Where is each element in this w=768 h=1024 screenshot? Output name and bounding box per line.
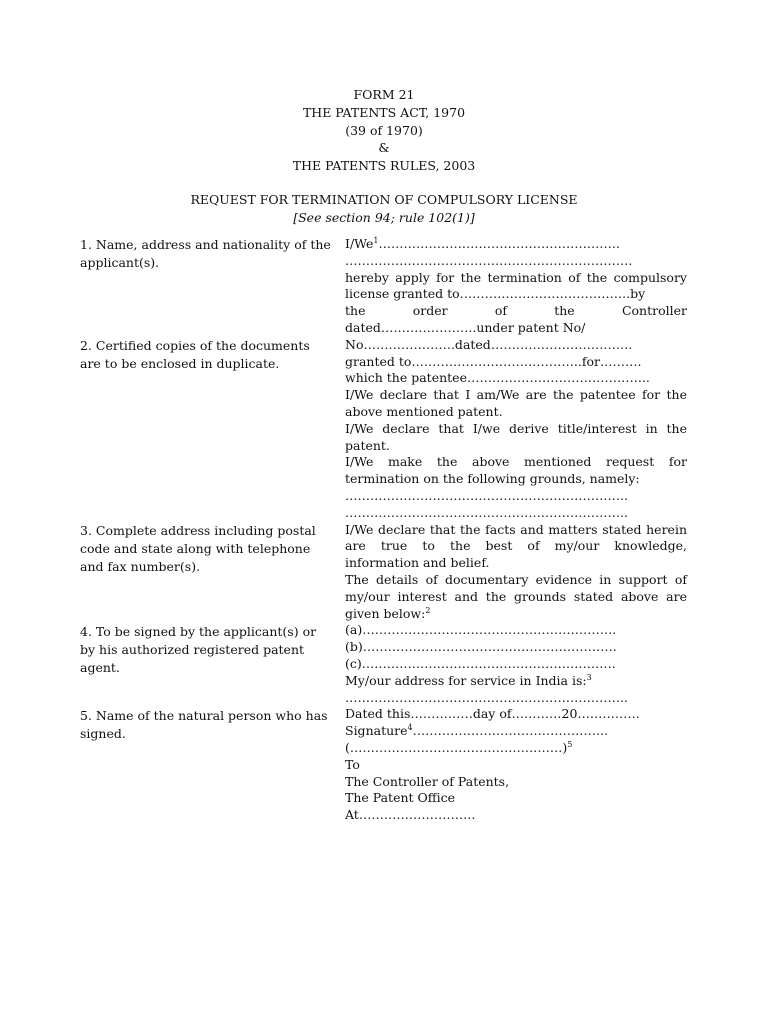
declare-facts: I/We declare that the facts and matters stated herein are true to the best of my/our knowledge, information and belief.	[345, 521, 687, 571]
instruction-4: 4. To be signed by the applicant(s) or by his authorized registered patent agent.	[80, 624, 317, 675]
footnote-4: 4	[407, 723, 413, 733]
applicant-dots: ……………………………………………………………	[345, 252, 633, 268]
evidence-c: (c)…………………………………………………….	[345, 655, 616, 671]
grounds-dots-2: …………………………………………………………..	[345, 504, 628, 520]
signature-line: Signature$^4$………………………………………..	[345, 723, 609, 739]
footnote-3: 3	[586, 672, 592, 682]
make-request: I/We make the above mentioned request for termination on the following grounds, namely:	[345, 454, 687, 487]
instruction-3: 3. Complete address including postal code and state along with telephone and fax number(s).	[80, 523, 316, 574]
form-subtitle: [See section 94; rule 102(1)]	[293, 209, 475, 225]
number-dated-line: No………………….dated…………………………….	[345, 336, 633, 352]
patentee-line: which the patentee……………………………………..	[345, 370, 650, 386]
evidence-b: (b)…………………………………………………….	[345, 639, 617, 655]
request-body	[345, 236, 687, 824]
dated-patent-line: dated…………………..under patent No/	[345, 319, 586, 335]
footnote-2: 2	[425, 605, 431, 615]
act-name: THE PATENTS ACT, 1970	[302, 104, 466, 120]
instruction-2: 2. Certified copies of the documents are to be enclosed in duplicate.	[80, 338, 310, 371]
footnote-1: 1	[373, 236, 379, 245]
order-line: the order of the Controller	[345, 303, 687, 319]
address-dots: …………………………………………………………..	[345, 689, 628, 705]
act-number: (39 of 1970)	[345, 122, 423, 138]
form-title: REQUEST FOR TERMINATION OF COMPULSORY LICENSE	[190, 191, 578, 207]
declare-title: I/We declare that I/we derive title/interest in the patent.	[345, 420, 687, 453]
rules-name: THE PATENTS RULES, 2003	[292, 158, 476, 174]
ampersand: &	[378, 140, 390, 156]
evidence-details: The details of documentary evidence in support of my/our interest and the grounds stated above are given below:$^2$	[345, 571, 687, 621]
footnote-5: 5	[567, 739, 573, 749]
granted-line: granted to…………………………………..for……….	[345, 353, 642, 369]
address-for-service: My/our address for service in India is:$^3$	[345, 672, 592, 688]
applicant-line: I/We$^1$………………………………………………….	[345, 236, 620, 251]
signer-name-line: (……………………………………………)$^5$	[345, 739, 573, 755]
form-header	[0, 86, 768, 227]
hereby-apply: hereby apply for the termination of the compulsory license granted to…………………………………..by	[345, 269, 687, 302]
grounds-dots-1: …………………………………………………………..	[345, 487, 628, 503]
declare-patentee: I/We declare that I am/We are the patentee for the above mentioned patent.	[345, 387, 687, 419]
addressee-office: The Patent Office	[345, 790, 456, 806]
to-line: To	[345, 756, 360, 772]
instruction-1: 1. Name, address and nationality of the applicant(s).	[80, 237, 331, 270]
dated-this: Dated this……………day of…………20……………	[345, 706, 640, 722]
addressee-controller: The Controller of Patents,	[345, 773, 510, 789]
form-number: FORM 21	[353, 87, 415, 102]
addressee-location: At……………………….	[345, 807, 476, 823]
evidence-a: (a)…………………………………………………….	[345, 622, 617, 638]
instruction-5: 5. Name of the natural person who has signed.	[80, 708, 328, 741]
